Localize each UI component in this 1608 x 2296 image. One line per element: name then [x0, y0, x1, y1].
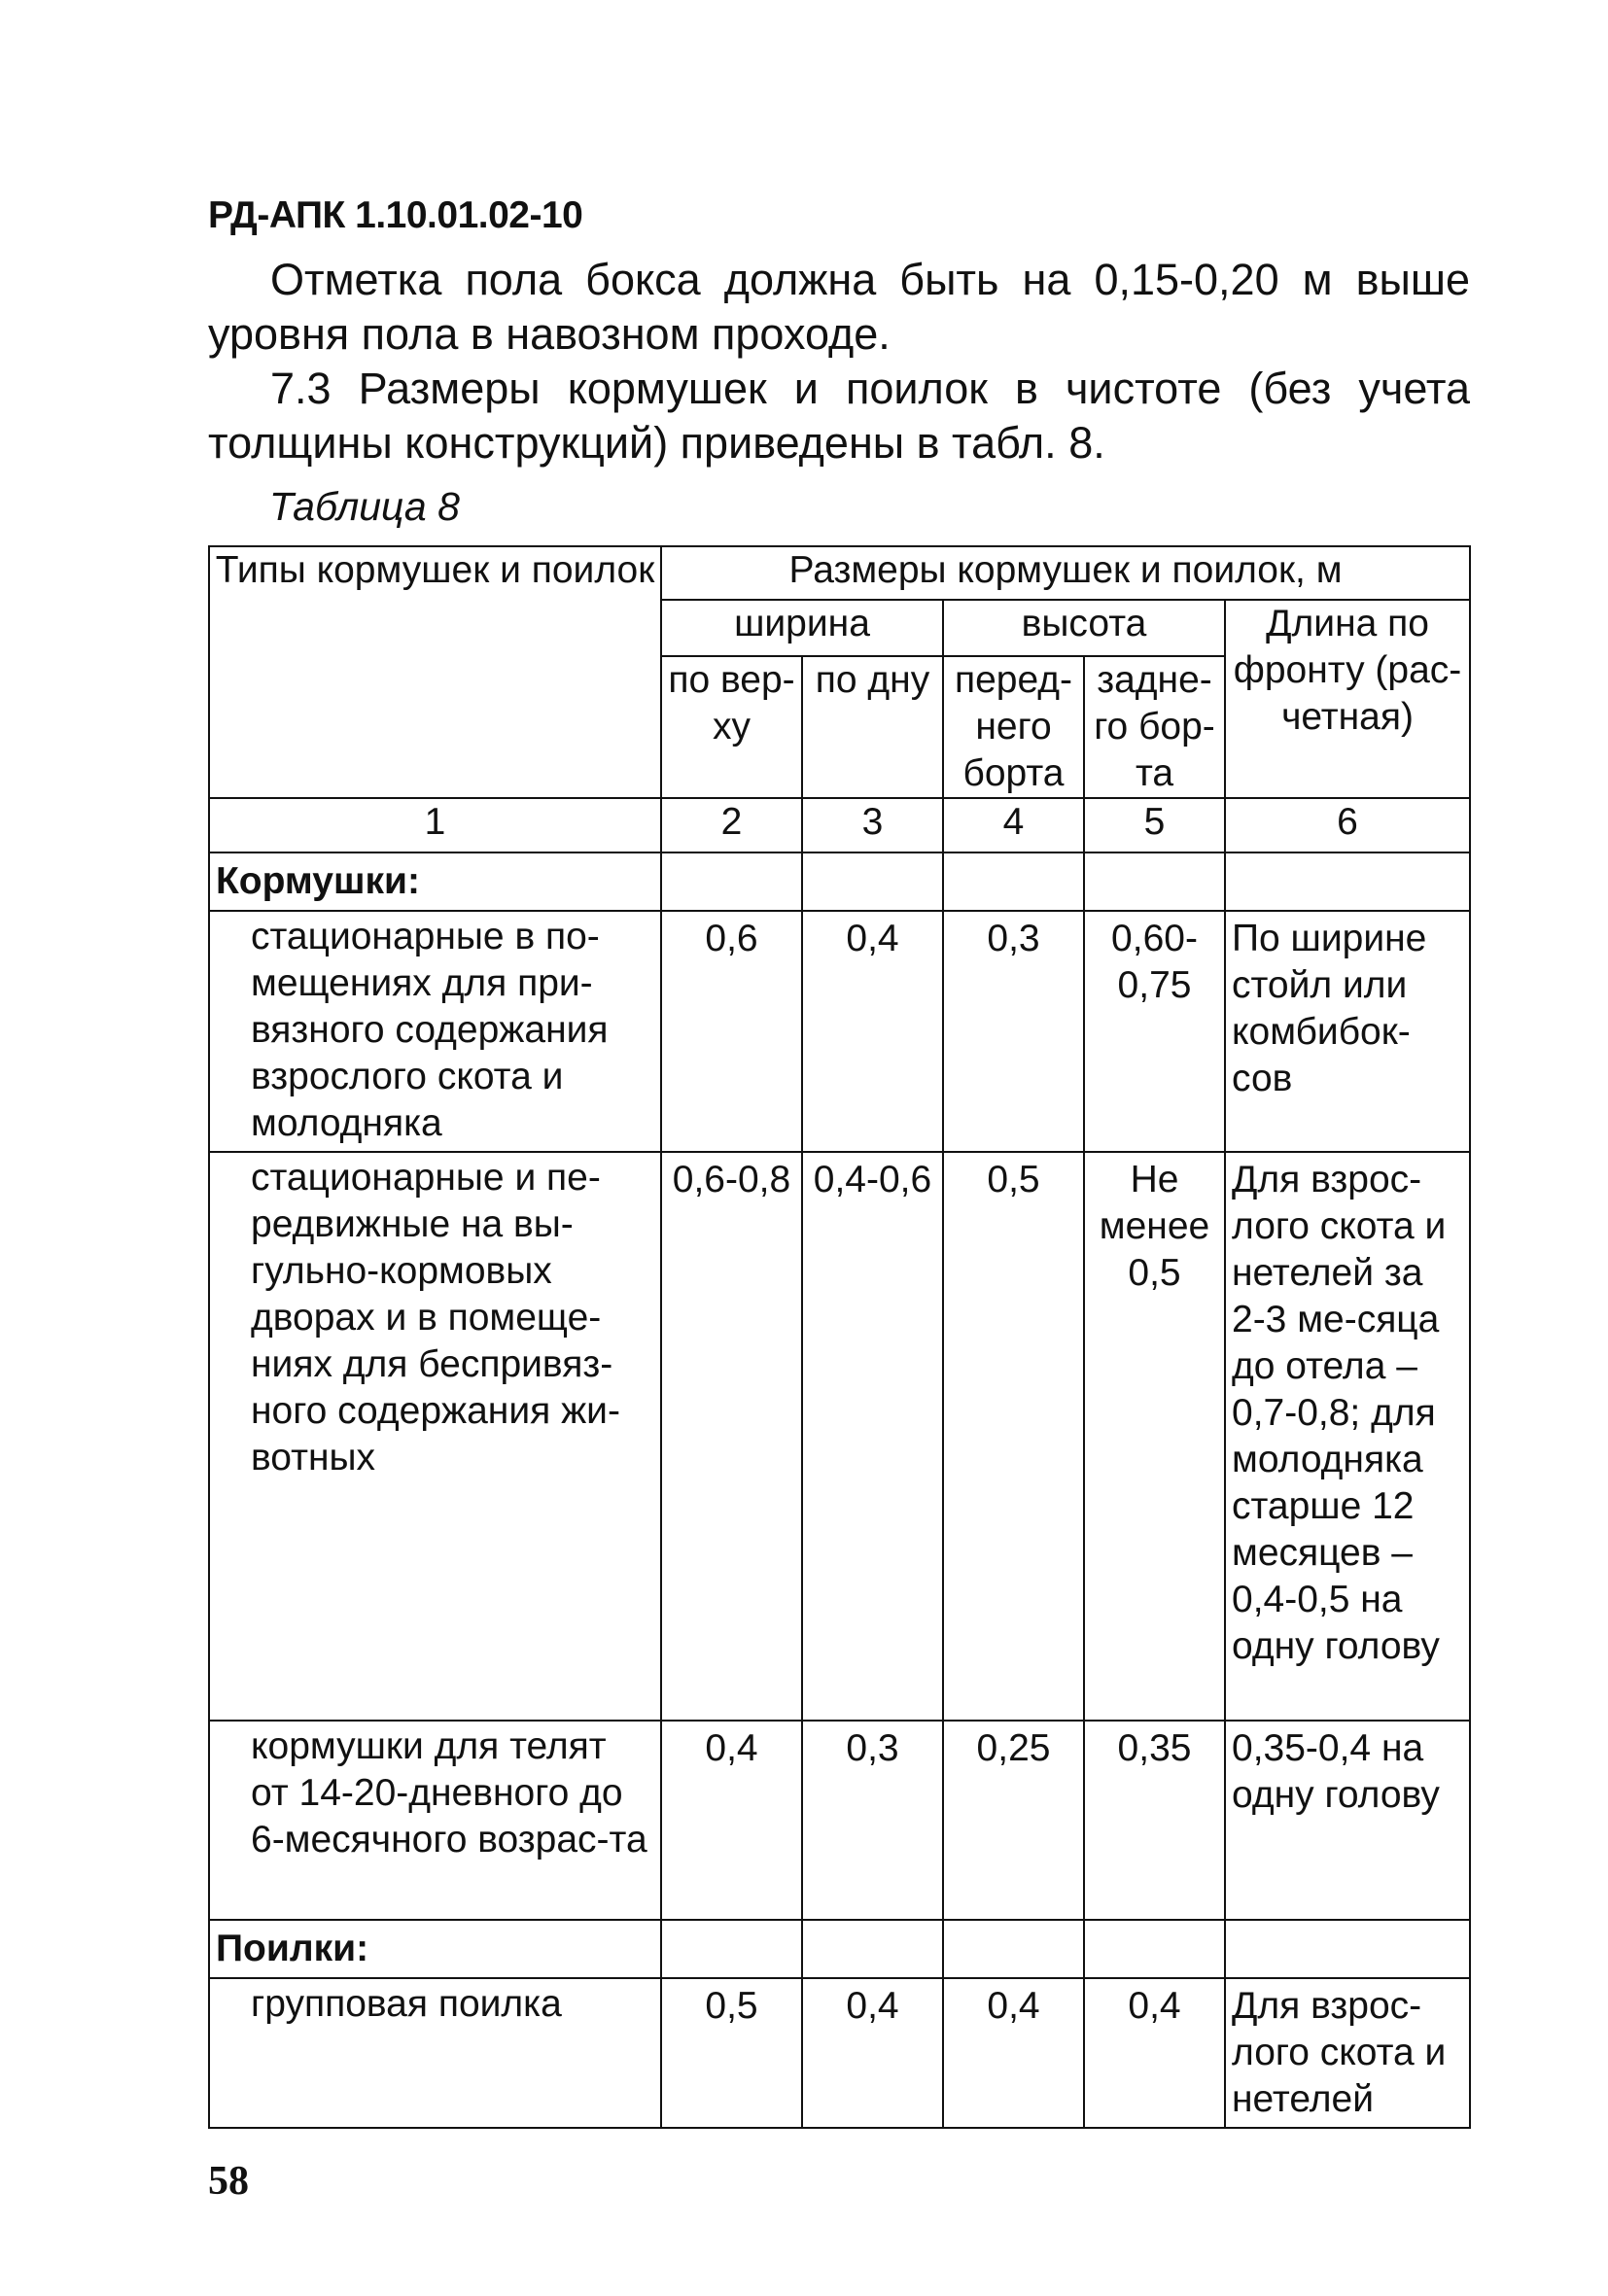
table-row — [209, 911, 1470, 1152]
column-number: 1 — [209, 798, 661, 852]
column-number: 5 — [1084, 798, 1225, 852]
column-number: 4 — [943, 798, 1084, 852]
column-number: 2 — [661, 798, 802, 852]
document-code: РД-АПК 1.10.01.02-10 — [208, 194, 583, 236]
header-types: Типы кормушек и поилок — [209, 546, 661, 798]
row-back: 0,4 — [1084, 1978, 1225, 2128]
row-top: 0,4 — [661, 1721, 802, 1920]
column-number: 3 — [802, 798, 943, 852]
row-type: кормушки для телят от 14-20-дневного до 6-месячного возрас-та — [209, 1721, 661, 1920]
feeders-table — [208, 545, 1471, 2129]
row-front: 0,25 — [943, 1721, 1084, 1920]
row-bottom: 0,4 — [802, 1978, 943, 2128]
column-number: 6 — [1225, 798, 1470, 852]
table-row — [209, 1721, 1470, 1920]
row-length: Для взрос-лого скота и нетелей за 2-3 ме-сяца до отела – 0,7-0,8; для молодняка старше 12 месяцев – 0,4-0,5 на одну голову — [1225, 1152, 1470, 1721]
header-length: Длина по фронту (рас-четная) — [1225, 600, 1470, 798]
table-row — [209, 1978, 1470, 2128]
row-top: 0,6 — [661, 911, 802, 1152]
row-bottom: 0,3 — [802, 1721, 943, 1920]
row-top: 0,5 — [661, 1978, 802, 2128]
row-length: 0,35-0,4 на одну голову — [1225, 1721, 1470, 1920]
row-back: 0,35 — [1084, 1721, 1225, 1920]
header-top: по вер-ху — [661, 656, 802, 798]
row-length: По ширине стойл или комбибок-сов — [1225, 911, 1470, 1152]
table-caption: Таблица 8 — [269, 484, 460, 529]
table-header-row — [209, 546, 1470, 600]
header-dimensions: Размеры кормушек и поилок, м — [661, 546, 1470, 600]
group-row — [209, 852, 1470, 911]
row-bottom: 0,4-0,6 — [802, 1152, 943, 1721]
group-label-feeders: Кормушки: — [209, 852, 661, 911]
paragraph-floor-level: Отметка пола бокса должна быть на 0,15-0,20 м выше уровня пола в навозном проходе. — [208, 255, 1470, 359]
row-back: 0,60-0,75 — [1084, 911, 1225, 1152]
row-type: стационарные и пе-редвижные на вы-гульно-кормовых дворах и в помеще-ниях для беспривяз-ного содержания жи-вотных — [209, 1152, 661, 1721]
row-bottom: 0,4 — [802, 911, 943, 1152]
row-back: Не менее 0,5 — [1084, 1152, 1225, 1721]
row-type: стационарные в по-мещениях для при-вязного содержания взрослого скота и молодняка — [209, 911, 661, 1152]
row-length: Для взрос-лого скота и нетелей — [1225, 1978, 1470, 2128]
group-label-drinkers: Поилки: — [209, 1920, 661, 1978]
page-number: 58 — [208, 2159, 249, 2204]
table-row — [209, 1152, 1470, 1721]
paragraph-feeder-sizes: 7.3 Размеры кормушек и поилок в чистоте (без учета толщины конструкций) приведены в табл. 8. — [208, 364, 1470, 468]
header-front: перед-него борта — [943, 656, 1084, 798]
row-type: групповая поилка — [209, 1978, 661, 2128]
row-front: 0,3 — [943, 911, 1084, 1152]
header-height: высота — [943, 600, 1225, 656]
row-front: 0,4 — [943, 1978, 1084, 2128]
header-bottom: по дну — [802, 656, 943, 798]
header-width: ширина — [661, 600, 943, 656]
column-numbers-row — [209, 798, 1470, 852]
group-row — [209, 1920, 1470, 1978]
row-front: 0,5 — [943, 1152, 1084, 1721]
row-top: 0,6-0,8 — [661, 1152, 802, 1721]
header-back: задне-го бор-та — [1084, 656, 1225, 798]
